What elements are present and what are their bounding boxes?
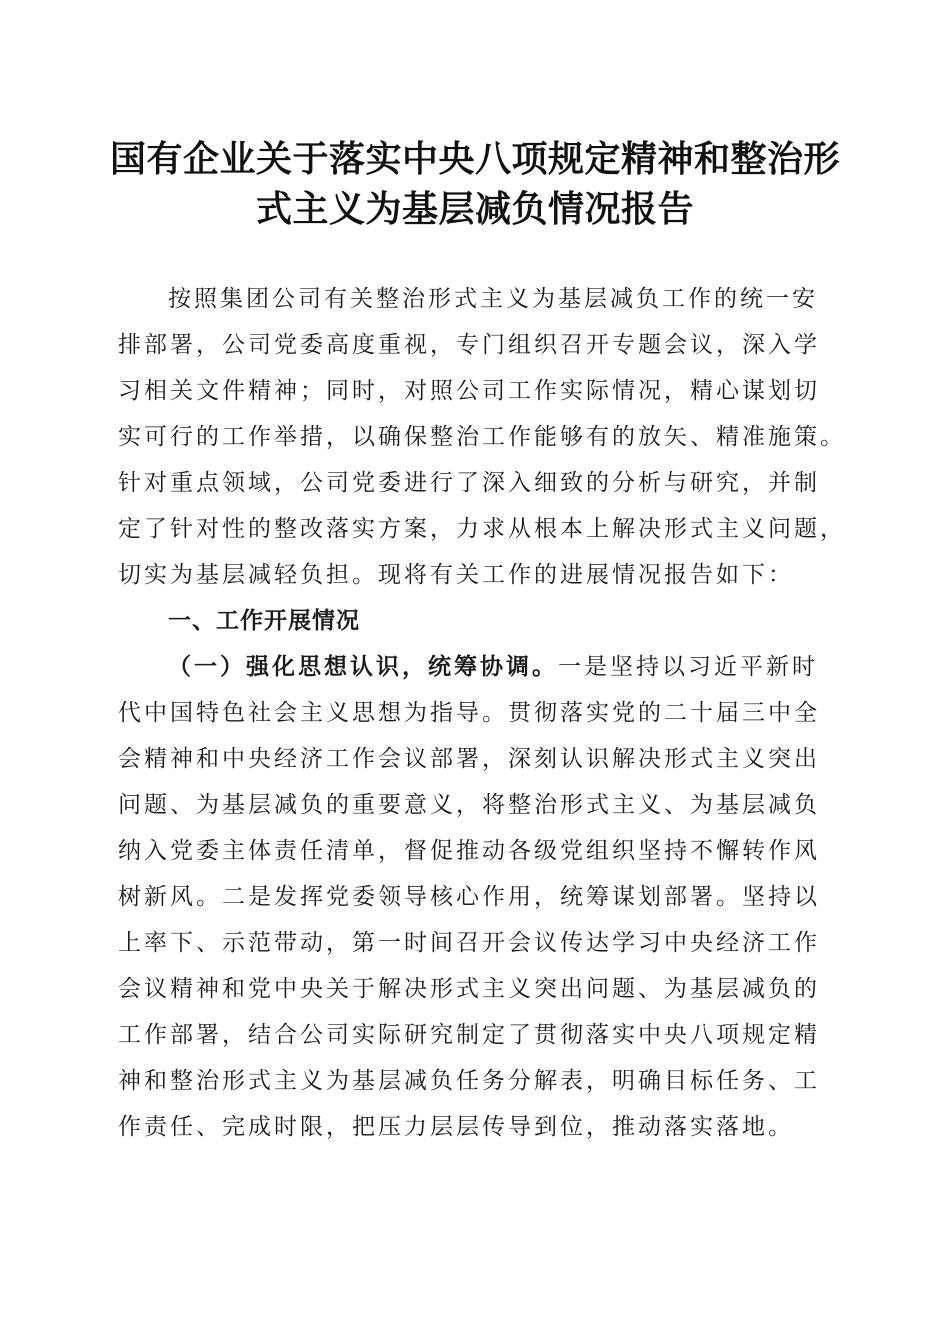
intro-line-5: 针对重点领域，公司党委进行了深入细致的分析与研究，并制: [118, 470, 820, 496]
intro-line-2: 排部署，公司党委高度重视，专门组织召开专题会议，深入学: [118, 332, 820, 358]
intro-paragraph: [118, 276, 846, 598]
title-line-2: 式主义为基层减负情况报告: [255, 188, 694, 230]
subsection-1-line-6: 树新风。二是发挥党委领导核心作用，统筹谋划部署。坚持以: [118, 884, 820, 910]
intro-line-6: 定了针对性的整改落实方案，力求从根本上解决形式主义问题，: [118, 516, 846, 542]
subsection-1-line-2: 代中国特色社会主义思想为指导。贯彻落实党的二十届三中全: [118, 700, 820, 726]
subsection-1-line-11: 作责任、完成时限，把压力层层传导到位，推动落实落地。: [118, 1114, 794, 1140]
subsection-1-line-5: 纳入党委主体责任清单，督促推动各级党组织坚持不懈转作风: [118, 838, 820, 864]
subsection-1-line-9: 工作部署，结合公司实际研究制定了贯彻落实中央八项规定精: [118, 1022, 820, 1048]
subsection-1-first-line-text: 一是坚持以习近平新时: [558, 654, 818, 680]
document-body: [118, 276, 846, 1150]
intro-line-1: 按照集团公司有关整治形式主义为基层减负工作的统一安: [168, 286, 818, 312]
subsection-1-line-3: 会精神和中央经济工作会议部署，深刻认识解决形式主义突出: [118, 746, 820, 772]
subsection-heading-1: （一）强化思想认识，统筹协调。: [168, 653, 558, 680]
intro-line-4: 实可行的工作举措，以确保整治工作能够有的放矢、精准施策。: [118, 424, 846, 450]
subsection-1-line-4: 问题、为基层减负的重要意义，将整治形式主义、为基层减负: [118, 792, 820, 818]
subsection-1-line-7: 上率下、示范带动，第一时间召开会议传达学习中央经济工作: [118, 930, 820, 956]
document-title: [110, 134, 840, 234]
intro-line-3: 习相关文件精神；同时，对照公司工作实际情况，精心谋划切: [118, 378, 820, 404]
subsection-1-line-10: 神和整治形式主义为基层减负任务分解表，明确目标任务、工: [118, 1068, 820, 1094]
intro-line-7: 切实为基层减轻负担。现将有关工作的进展情况报告如下：: [118, 562, 794, 588]
section-heading-1: 一、工作开展情况: [168, 608, 360, 634]
subsection-1-line-8: 会议精神和党中央关于解决形式主义突出问题、为基层减负的: [118, 976, 820, 1002]
title-line-1: 国有企业关于落实中央八项规定精神和整治形: [110, 138, 841, 180]
subsection-1-first-line: [118, 644, 830, 690]
subsection-1-paragraph: [118, 644, 830, 1150]
